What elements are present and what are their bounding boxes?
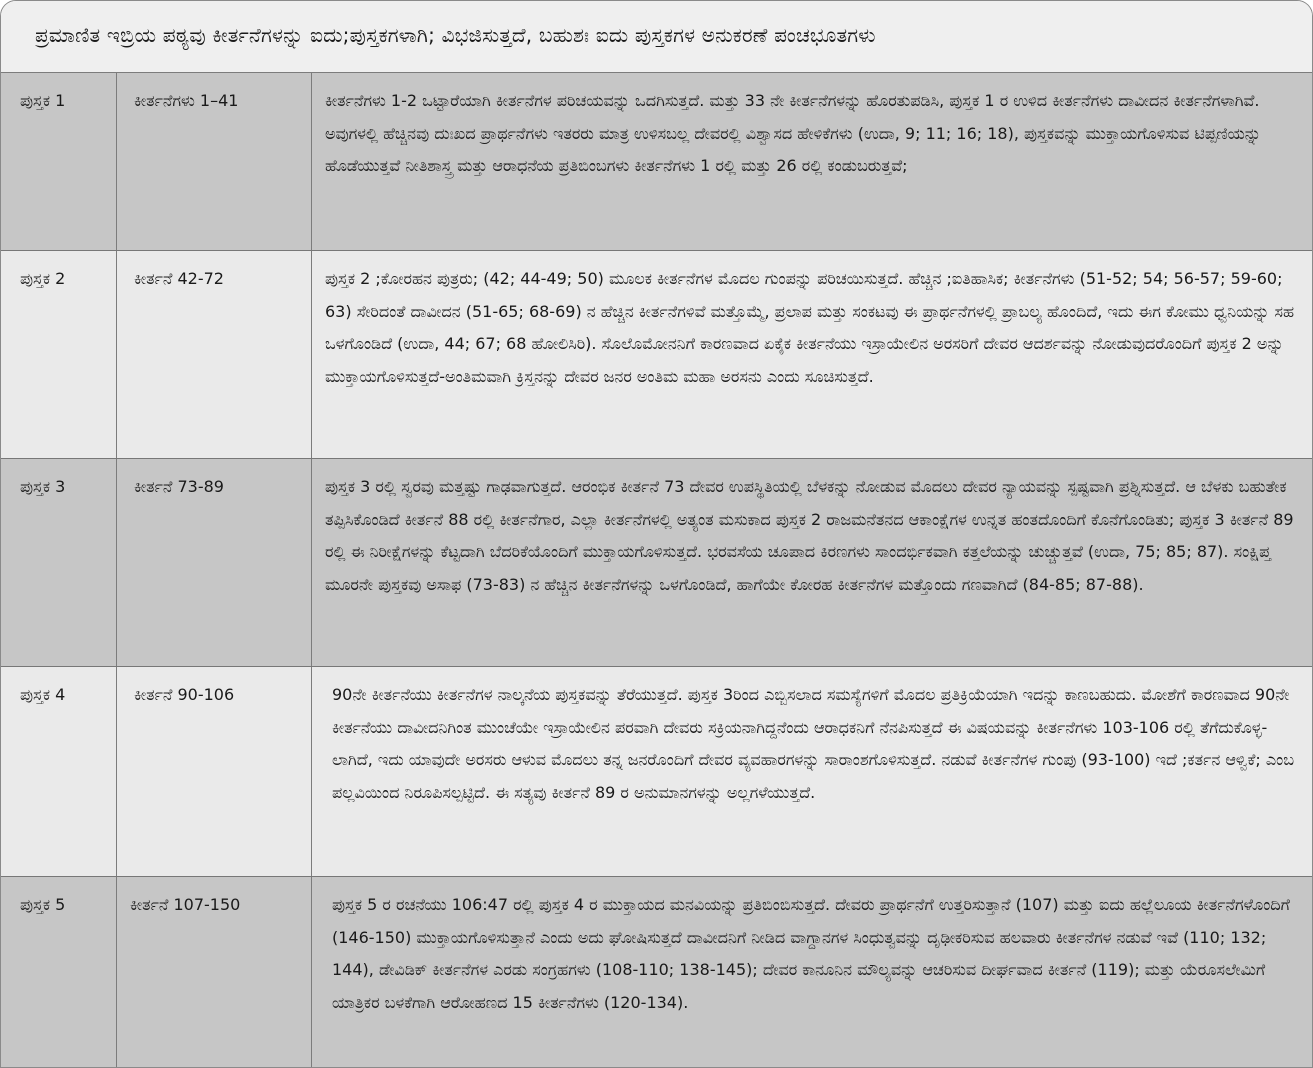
book-description: ಪುಸ್ತಕ 5 ರ ರಚನೆಯು 106:47 ರಲ್ಲಿ ಪುಸ್ತಕ 4 ರ ಮುಕ್ತಾಯದ ಮನವಿಯನ್ನು ಪ್ರತಿಬಿಂಬಿಸುತ್ತದೆ. ದೇವರು ಪ್ರಾರ್ಥನೆಗೆ ಉತ್ತರಿಸುತ್ತಾನೆ (107) ಮತ್ತು ಐದು ಹಲ್ಲೆಲೂಯ ಕೀರ್ತನೆಗಳೊಂದಿಗೆ (146-150) ಮುಕ್ತಾಯಗೊಳಿಸುತ್ತಾನೆ ಎಂದು ಅದು ಘೋಷಿಸುತ್ತದೆ ದಾವೀದನಿಗೆ ನೀಡಿದ ವಾಗ್ದಾನಗಳ ಸಿಂಧುತ್ವವನ್ನು ದೃಢೀಕರಿಸುವ ಹಲವಾರು ಕೀರ್ತನೆಗಳ ನಡುವೆ ಇವೆ (110; 132; 144), ಡೇವಿಡಿಕ್ ಕೀರ್ತನೆಗಳ ಎರಡು ಸಂಗ್ರಹಗಳು (108-110; 138-145); ದೇವರ ಕಾನೂನಿನ ಮೌಲ್ಯವನ್ನು ಆಚರಿಸುವ ದೀರ್ಘವಾದ ಕೀರ್ತನೆ (119); ಮತ್ತು ಯೆರೂಸಲೇಮಿಗೆ ಯಾತ್ರಿಕರ ಬಳಕೆಗಾಗಿ ಆರೋಹಣದ 15 ಕೀರ್ತನೆಗಳು (120-134). bbox=[311, 877, 1312, 1067]
book-description: ಪುಸ್ತಕ 3 ರಲ್ಲಿ ಸ್ವರವು ಮತ್ತಷ್ಟು ಗಾಢವಾಗುತ್ತದೆ. ಆರಂಭಿಕ ಕೀರ್ತನೆ 73 ದೇವರ ಉಪಸ್ಥಿತಿಯಲ್ಲಿ ಬೆಳಕನ್ನು ನೋಡುವ ಮೊದಲು ದೇವರ ನ್ಯಾಯವನ್ನು ಸ್ಪಷ್ಟವಾಗಿ ಪ್ರಶ್ನಿಸುತ್ತದೆ. ಆ ಬೆಳಕು ಬಹುತೇಕ ತಪ್ಪಿಸಿಕೊಂಡಿದೆ ಕೀರ್ತನೆ 88 ರಲ್ಲಿ ಕೀರ್ತನೆಗಾರ, ಎಲ್ಲಾ ಕೀರ್ತನೆಗಳಲ್ಲಿ ಅತ್ಯಂತ ಮಸುಕಾದ ಪುಸ್ತಕ 2 ರಾಜಮನೆತನದ ಆಕಾಂಕ್ಷೆಗಳ ಉನ್ನತ ಹಂತದೊಂದಿಗೆ ಕೊನೆಗೊಂಡಿತು; ಪುಸ್ತಕ 3 ಕೀರ್ತನೆ 89 ರಲ್ಲಿ ಈ ನಿರೀಕ್ಷೆಗಳನ್ನು ಕೆಟ್ಟದಾಗಿ ಬೆದರಿಕೆಯೊಂದಿಗೆ ಮುಕ್ತಾಯಗೊಳಿಸುತ್ತದೆ. ಭರವಸೆಯ ಚೂಪಾದ ಕಿರಣಗಳು ಸಾಂದರ್ಭಿಕವಾಗಿ ಕತ್ತಲೆಯನ್ನು ಚುಚ್ಚುತ್ತವೆ (ಉದಾ, 75; 85; 87). ಸಂಕ್ಷಿಪ್ತ ಮೂರನೇ ಪುಸ್ತಕವು ಅಸಾಫ (73-83) ನ ಹೆಚ್ಚಿನ ಕೀರ್ತನೆಗಳನ್ನು ಒಳಗೊಂಡಿದೆ, ಹಾಗೆಯೇ ಕೋರಹ ಕೀರ್ತನೆಗಳ ಮತ್ತೊಂದು ಗಣವಾಗಿದೆ (84-85; 87-88). bbox=[311, 459, 1312, 666]
book-label: ಪುಸ್ತಕ 2 bbox=[20, 269, 66, 288]
book-label: ಪುಸ್ತಕ 4 bbox=[20, 685, 66, 704]
book-label: ಪುಸ್ತಕ 1 bbox=[20, 91, 66, 110]
psalm-range: ಕೀರ್ತನೆಗಳು 1–41 bbox=[116, 73, 311, 250]
psalm-range: ಕೀರ್ತನೆ 73-89 bbox=[116, 459, 311, 666]
table-row-book-5 bbox=[1, 877, 1312, 1067]
psalm-range: ಕೀರ್ತನೆ 107-150 bbox=[116, 877, 311, 1067]
book-description: 90ನೇ ಕೀರ್ತನೆಯು ಕೀರ್ತನೆಗಳ ನಾಲ್ಕನೆಯ ಪುಸ್ತಕವನ್ನು ತೆರೆಯುತ್ತದೆ. ಪುಸ್ತಕ 3ರಿಂದ ಎಬ್ಬಿಸಲಾದ ಸಮಸ್ಯೆಗಳಿಗೆ ಮೊದಲ ಪ್ರತಿಕ್ರಿಯೆಯಾಗಿ ಇದನ್ನು ಕಾಣಬಹುದು. ಮೋಶೆಗೆ ಕಾರಣವಾದ 90ನೇ ಕೀರ್ತನೆಯು ದಾವೀದನಿಗಿಂತ ಮುಂಚೆಯೇ ಇಸ್ರಾಯೇಲಿನ ಪರವಾಗಿ ದೇವರು ಸಕ್ರಿಯನಾಗಿದ್ದನೆಂದು ಆರಾಧಕನಿಗೆ ನೆನಪಿಸುತ್ತದೆ ಈ ವಿಷಯವನ್ನು ಕೀರ್ತನೆಗಳು 103-106 ರಲ್ಲಿ ತೆಗೆದುಕೊಳ್ಳ-ಲಾಗಿದೆ, ಇದು ಯಾವುದೇ ಅರಸರು ಆಳುವ ಮೊದಲು ತನ್ನ ಜನರೊಂದಿಗೆ ದೇವರ ವ್ಯವಹಾರಗಳನ್ನು ಸಾರಾಂಶಗೊಳಿಸುತ್ತದೆ. ನಡುವೆ ಕೀರ್ತನೆಗಳ ಗುಂಪು (93-100) ಇದೆ ;ಕರ್ತನ ಆಳ್ವಿಕೆ; ಎಂಬ ಪಲ್ಲವಿಯಿಂದ ನಿರೂಪಿಸಲ್ಪಟ್ಟಿದೆ. ಈ ಸತ್ಯವು ಕೀರ್ತನೆ 89 ರ ಅನುಮಾನಗಳನ್ನು ಅಲ್ಲಗಳೆಯುತ್ತದೆ. bbox=[311, 667, 1312, 876]
book-label: ಪುಸ್ತಕ 3 bbox=[20, 477, 66, 496]
table-row-book-2 bbox=[1, 251, 1312, 459]
table-row-book-3 bbox=[1, 459, 1312, 667]
book-description: ಕೀರ್ತನೆಗಳು 1-2 ಒಟ್ಟಾರೆಯಾಗಿ ಕೀರ್ತನೆಗಳ ಪರಿಚಯವನ್ನು ಒದಗಿಸುತ್ತದೆ. ಮತ್ತು 33 ನೇ ಕೀರ್ತನೆಗಳನ್ನು ಹೊರತುಪಡಿಸಿ, ಪುಸ್ತಕ 1 ರ ಉಳಿದ ಕೀರ್ತನೆಗಳು ದಾವೀದನ ಕೀರ್ತನೆಗಳಾಗಿವೆ. ಅವುಗಳಲ್ಲಿ ಹೆಚ್ಚಿನವು ದುಃಖದ ಪ್ರಾರ್ಥನೆಗಳು ಇತರರು ಮಾತ್ರ ಉಳಿಸಬಲ್ಲ ದೇವರಲ್ಲಿ ವಿಶ್ವಾಸದ ಹೇಳಿಕೆಗಳು (ಉದಾ, 9; 11; 16; 18), ಪುಸ್ತಕವನ್ನು ಮುಕ್ತಾಯಗೊಳಿಸುವ ಟಿಪ್ಪಣಿಯನ್ನು ಹೊಡೆಯುತ್ತವೆ ನೀತಿಶಾಸ್ತ್ರ ಮತ್ತು ಆರಾಧನೆಯ ಪ್ರತಿಬಿಂಬಗಳು ಕೀರ್ತನೆಗಳು 1 ರಲ್ಲಿ ಮತ್ತು 26 ರಲ್ಲಿ ಕಂಡುಬರುತ್ತವೆ; bbox=[311, 73, 1312, 250]
table-row-book-4 bbox=[1, 667, 1312, 877]
book-label: ಪುಸ್ತಕ 5 bbox=[20, 895, 66, 914]
psalm-range: ಕೀರ್ತನೆ 90-106 bbox=[116, 667, 311, 876]
psalm-range: ಕೀರ್ತನೆ 42-72 bbox=[116, 251, 311, 458]
book-description: ಪುಸ್ತಕ 2 ;ಕೋರಹನ ಪುತ್ರರು; (42; 44-49; 50) ಮೂಲಕ ಕೀರ್ತನೆಗಳ ಮೊದಲ ಗುಂಪನ್ನು ಪರಿಚಯಿಸುತ್ತದೆ. ಹೆಚ್ಚಿನ ;ಐತಿಹಾಸಿಕ; ಕೀರ್ತನೆಗಳು (51-52; 54; 56-57; 59-60; 63) ಸೇರಿದಂತೆ ದಾವೀದನ (51-65; 68-69) ನ ಹೆಚ್ಚಿನ ಕೀರ್ತನೆಗಳಿವೆ ಮತ್ತೊಮ್ಮೆ, ಪ್ರಲಾಪ ಮತ್ತು ಸಂಕಟವು ಈ ಪ್ರಾರ್ಥನೆಗಳಲ್ಲಿ ಪ್ರಾಬಲ್ಯ ಹೊಂದಿದೆ, ಇದು ಈಗ ಕೋಮು ಧ್ವನಿಯನ್ನು ಸಹ ಒಳಗೊಂಡಿದೆ (ಉದಾ, 44; 67; 68 ಹೋಲಿಸಿರಿ). ಸೊಲೊಮೋನನಿಗೆ ಕಾರಣವಾದ ಏಕೈಕ ಕೀರ್ತನೆಯು ಇಸ್ರಾಯೇಲಿನ ಅರಸರಿಗೆ ದೇವರ ಆದರ್ಶವನ್ನು ನೋಡುವುದರೊಂದಿಗೆ ಪುಸ್ತಕ 2 ಅನ್ನು ಮುಕ್ತಾಯಗೊಳಿಸುತ್ತದೆ-ಅಂತಿಮವಾಗಿ ಕ್ರಿಸ್ತನನ್ನು ದೇವರ ಜನರ ಅಂತಿಮ ಮಹಾ ಅರಸನು ಎಂದು ಸೂಚಿಸುತ್ತದೆ. bbox=[311, 251, 1312, 458]
table-row-book-1 bbox=[1, 73, 1312, 251]
table-title: ಪ್ರಮಾಣಿತ ಇಬ್ರಿಯ ಪಠ್ಯವು ಕೀರ್ತನೆಗಳನ್ನು ಐದು;ಪುಸ್ತಕಗಳಾಗಿ; ವಿಭಜಿಸುತ್ತದೆ, ಬಹುಶಃ ಐದು ಪುಸ್ತಕಗಳ ಅನುಕರಣೆ ಪಂಚಭೂತಗಳು bbox=[1, 1, 1312, 73]
